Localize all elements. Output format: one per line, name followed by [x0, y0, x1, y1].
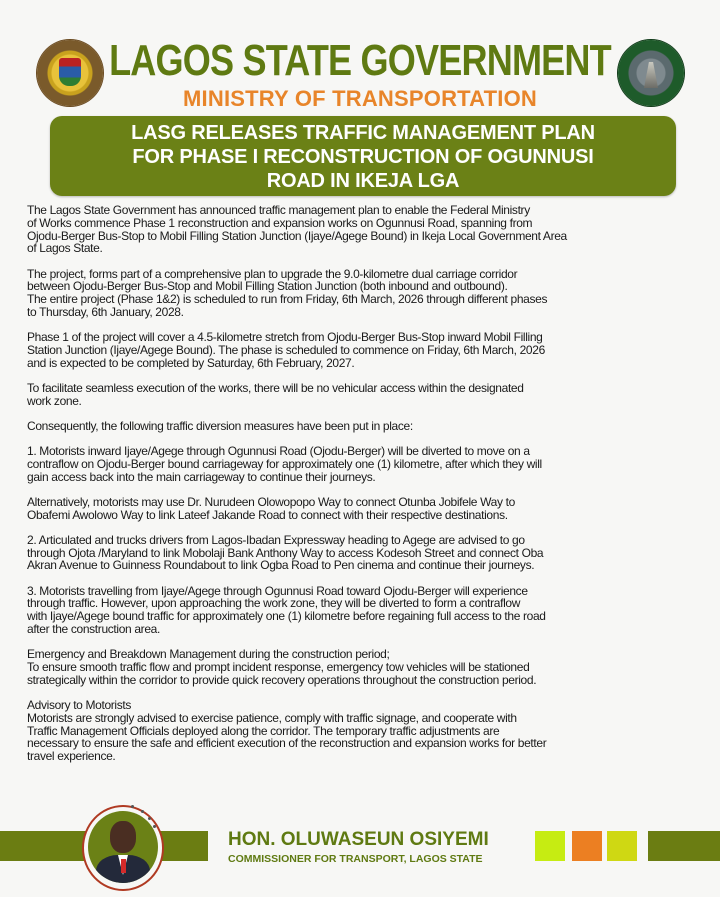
body-paragraph [27, 420, 697, 433]
paragraph-line: To facilitate seamless execution of the works, there will be no vehicular access within the designated [27, 380, 524, 395]
ministry-subtitle: MINISTRY OF TRANSPORTATION [183, 86, 537, 111]
body-paragraph [27, 331, 697, 369]
paragraph-line: after the construction area. [27, 622, 160, 637]
paragraph-line: travel experience. [27, 749, 116, 764]
paragraph-line: 1. Motorists inward Ijaye/Agege through Ogunnusi Road (Ojodu-Berger) will be diverted to move on a [27, 444, 530, 459]
paragraph-line: The Lagos State Government has announced traffic management plan to enable the Federal Ministry [27, 203, 530, 217]
body-paragraph [27, 382, 697, 408]
paragraph-line: necessary to ensure the safe and efficient execution of the reconstruction and expansion works for better [27, 736, 547, 751]
paragraph-line: 3. Motorists travelling from Ijaye/Agege through Ogunnusi Road toward Ojodu-Berger will experience [27, 583, 528, 598]
paragraph-line: through traffic. However, upon approaching the work zone, they will be diverted to form a contraflow [27, 596, 521, 611]
paragraph-line: Akran Avenue to Guinness Roundabout to link Ogba Road to Pen cinema and continue their journeys. [27, 558, 535, 573]
paragraph-line: through Ojota /Maryland to link Mobolaji Bank Anthony Way to access Kodesoh Street and connect Oba [27, 545, 544, 560]
headline-line: FOR PHASE I RECONSTRUCTION OF OGUNNUSI [132, 146, 594, 168]
paragraph-line: gain access back into the main carriageway to continue their journeys. [27, 469, 376, 484]
headline-line: ROAD IN IKEJA LGA [266, 170, 460, 192]
body-paragraph [27, 204, 697, 255]
paragraph-line: Obafemi Awolowo Way to link Lateef Jakande Road to connect with their respective destinations. [27, 507, 508, 522]
paragraph-line: Motorists are strongly advised to exercise patience, comply with traffic signage, and cooperate with [27, 710, 517, 725]
portrait-tie [121, 859, 126, 873]
body-paragraph [27, 534, 697, 572]
paragraph-line: and is expected to be completed by Saturday, 6th February, 2027. [27, 355, 355, 370]
footer-square-yellow [607, 831, 637, 861]
paragraph-line: Phase 1 of the project will cover a 4.5-kilometre stretch from Ojodu-Berger Bus-Stop inward Mobil Filling [27, 330, 543, 345]
portrait-head [110, 821, 136, 853]
paragraph-line: work zone. [27, 393, 82, 408]
body-paragraph [27, 268, 697, 319]
paragraph-line: Emergency and Breakdown Management during the construction period; [27, 647, 390, 662]
paragraph-line: of Lagos State. [27, 241, 103, 256]
commissioner-portrait-icon [88, 811, 158, 883]
body-paragraph [27, 496, 697, 522]
footer-bar-right [648, 831, 720, 861]
paragraph-line: between Ojodu-Berger Bus-Stop and Mobil Filling Station Junction (both inbound and outbound). [27, 279, 508, 294]
paragraph-line: The project, forms part of a comprehensive plan to upgrade the 9.0-kilometre dual carriage corridor [27, 266, 518, 281]
press-release-body [27, 204, 697, 775]
footer-square-lime [535, 831, 565, 861]
paragraph-line: Ojodu-Berger Bus-Stop to Mobil Filling Station Junction (Ijaye/Agege Bound) in Ikeja Local Government Area [27, 228, 567, 243]
commissioner-title: COMMISSIONER FOR TRANSPORT, LAGOS STATE [228, 853, 483, 865]
paragraph-line: Consequently, the following traffic diversion measures have been put in place: [27, 418, 413, 433]
paragraph-line: 2. Articulated and trucks drivers from Lagos-Ibadan Expressway heading to Agege are advised to go [27, 532, 525, 547]
paragraph-line: contraflow on Ojodu-Berger bound carriageway for approximately one (1) kilometre, after which they will [27, 456, 542, 471]
paragraph-line: strategically within the corridor to provide quick recovery operations throughout the construction period. [27, 672, 537, 687]
paragraph-line: Alternatively, motorists may use Dr. Nurudeen Olowopopo Way to connect Otunba Jobifele Way to [27, 494, 515, 509]
paragraph-line: To ensure smooth traffic flow and prompt incident response, emergency tow vehicles will be stationed [27, 660, 530, 675]
page-title: LAGOS STATE GOVERNMENT [109, 36, 611, 85]
headline-line: LASG RELEASES TRAFFIC MANAGEMENT PLAN [131, 122, 595, 144]
headline-banner [50, 116, 676, 196]
paragraph-line: of Works commence Phase 1 reconstruction and expansion works on Ogunnusi Road, spanning from [27, 215, 533, 230]
body-paragraph [27, 699, 697, 763]
paragraph-line: Station Junction (Ijaye/Agege Bound). The phase is scheduled to commence on Friday, 6th March, 2026 [27, 342, 545, 357]
paragraph-line: Advisory to Motorists [27, 698, 132, 713]
body-paragraph [27, 445, 697, 483]
commissioner-name: HON. OLUWASEUN OSIYEMI [228, 829, 489, 850]
body-paragraph [27, 585, 697, 636]
footer-square-orange [572, 831, 602, 861]
paragraph-line: to Thursday, 6th January, 2028. [27, 304, 184, 319]
paragraph-line: Traffic Management Officials deployed along the corridor. The temporary traffic adjustments are [27, 723, 500, 738]
paragraph-line: with Ijaye/Agege bound traffic for approximately one (1) kilometre before regaining full access to the road [27, 609, 546, 624]
paragraph-line: The entire project (Phase 1&2) is scheduled to run from Friday, 6th March, 2026 through different phases [27, 292, 548, 307]
body-paragraph [27, 648, 697, 686]
